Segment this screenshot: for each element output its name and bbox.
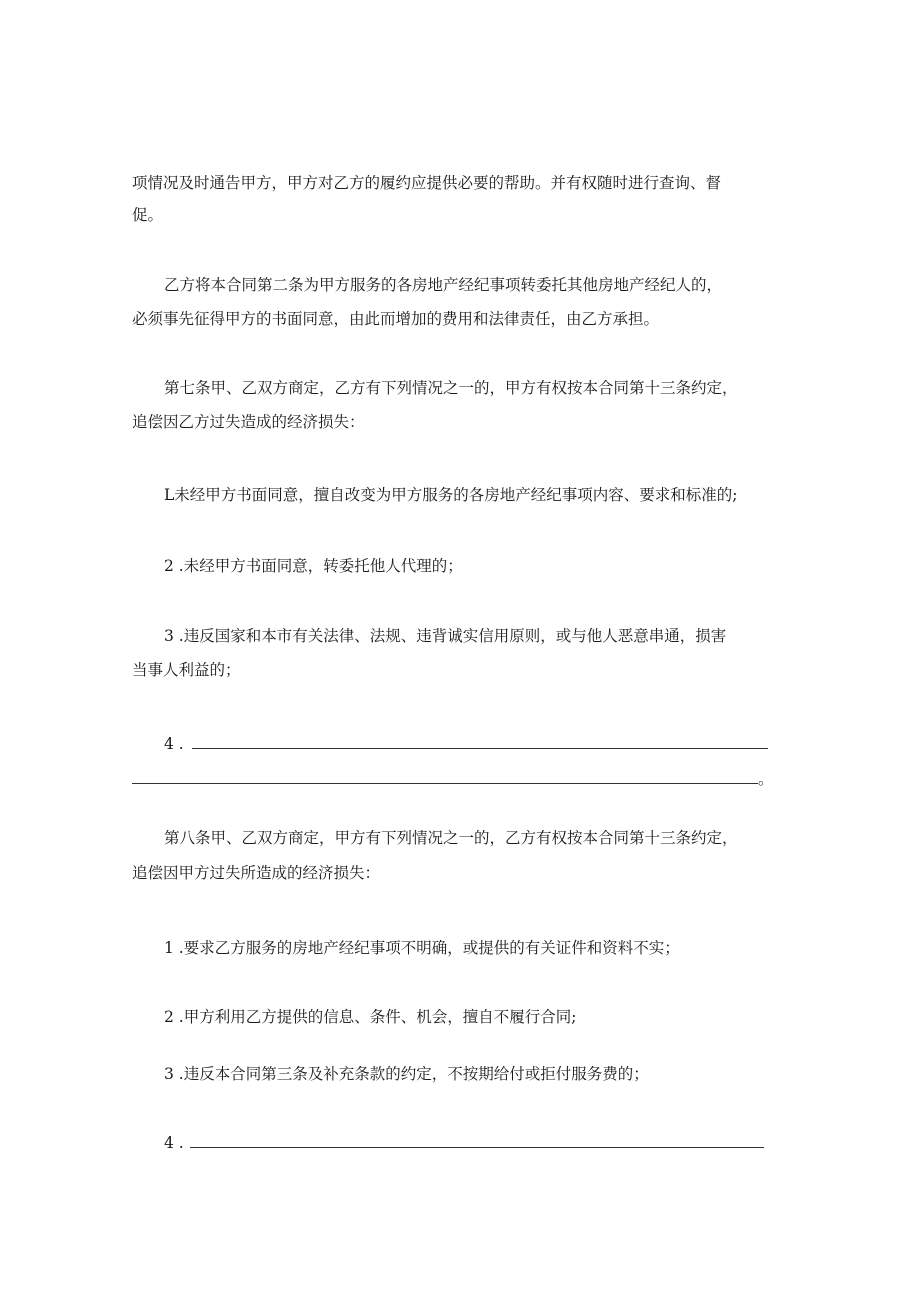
article7-item4-end: 。 [758,770,774,788]
article7-item3-line1: 3 .违反国家和本市有关法律、法规、违背诚实信用原则，或与他人恶意串通，损害 [164,627,727,645]
article7-item4-blank-line1 [192,734,768,749]
article8-item4 [164,1132,764,1154]
article8-item1: 1 .要求乙方服务的房地产经纪事项不明确，或提供的有关证件和资料不实； [164,939,680,957]
article7-item4 [164,733,768,755]
article8-item4-number: 4 . [164,1134,184,1152]
article8-heading-line1: 第八条甲、乙双方商定，甲方有下列情况之一的，乙方有权按本合同第十三条约定， [164,829,738,847]
article7-heading-line2: 追偿因乙方过失造成的经济损失： [132,413,365,431]
article8-item3: 3 .违反本合同第三条及补充条款的约定，不按期给付或拒付服务费的； [164,1065,649,1083]
para1-line2: 促。 [132,206,164,224]
article8-item2: 2 .甲方利用乙方提供的信息、条件、机会，擅自不履行合同; [164,1008,577,1026]
para2-line1: 乙方将本合同第二条为甲方服务的各房地产经纪事项转委托其他房地产经纪人的， [164,276,723,294]
article7-item2: 2 .未经甲方书面同意，转委托他人代理的； [164,557,463,575]
article8-item4-blank [190,1133,764,1148]
article8-heading-line2: 追偿因甲方过失所造成的经济损失： [132,864,381,882]
para1-line1: 项情况及时通告甲方，甲方对乙方的履约应提供必要的帮助。并有权随时进行查询、督 [132,174,722,192]
article7-heading-line1: 第七条甲、乙双方商定，乙方有下列情况之一的，甲方有权按本合同第十三条约定， [164,379,738,397]
article7-item4-blank-line2 [132,769,758,784]
article7-item4-continuation [132,768,774,790]
article7-item3-line2: 当事人利益的； [132,661,241,679]
article7-item1: L未经甲方书面同意，擅自改变为甲方服务的各房地产经纪事项内容、要求和标准的; [164,486,738,504]
para2-line2: 必须事先征得甲方的书面同意，由此而增加的费用和法律责任，由乙方承担。 [132,310,660,328]
article7-item4-number: 4 . [164,735,184,753]
